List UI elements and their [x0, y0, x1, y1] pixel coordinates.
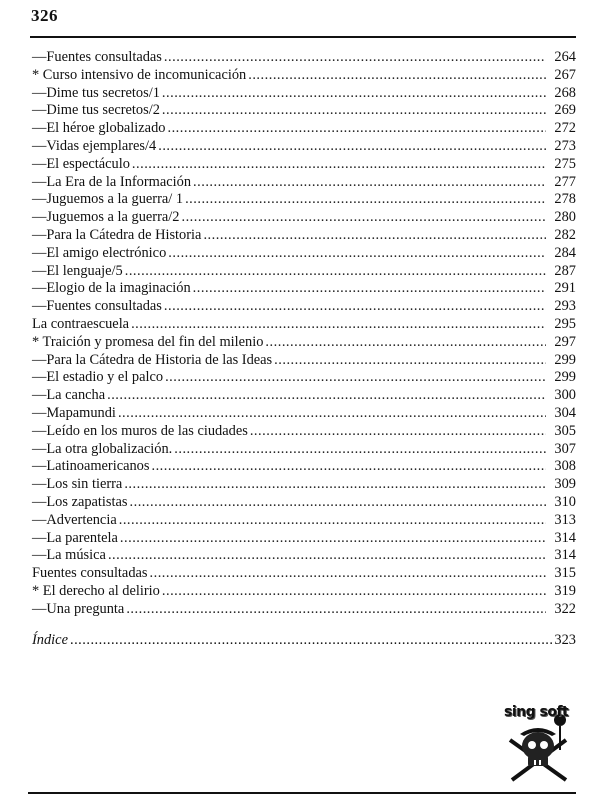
toc-entry-label: —Dime tus secretos/1 [32, 84, 160, 101]
toc-entry[interactable] [32, 102, 576, 120]
dot-leader [164, 49, 546, 67]
toc-entry[interactable] [32, 334, 576, 352]
dot-leader [118, 405, 546, 423]
toc-entry-page: 272 [554, 120, 576, 137]
toc-entry-page: 313 [554, 511, 576, 528]
toc-entry-label: —La Era de la Información [32, 173, 192, 190]
toc-entry-page: 273 [554, 137, 576, 154]
toc-entry-page: 319 [554, 582, 576, 599]
bottom-rule [28, 792, 576, 794]
dot-leader [70, 632, 552, 649]
toc-entry-label: —Fuentes consultadas [32, 49, 162, 65]
dot-leader [151, 458, 546, 476]
dot-leader [130, 494, 546, 512]
top-rule [30, 36, 576, 38]
toc-entry-page: 268 [554, 84, 576, 101]
toc-entry-page: 264 [554, 49, 576, 65]
toc-entry[interactable] [32, 476, 576, 494]
toc-entry-label: —La cancha [32, 387, 106, 404]
dot-leader [132, 156, 546, 174]
toc-entry[interactable] [32, 85, 576, 103]
toc-entry[interactable] [32, 369, 576, 387]
dot-leader [250, 423, 546, 441]
toc-entry-label: —El espectáculo [32, 155, 130, 172]
toc-entry[interactable] [32, 120, 576, 138]
toc-entry[interactable] [32, 405, 576, 423]
logo-text: sing soft [504, 704, 569, 720]
toc-entry[interactable] [32, 316, 576, 334]
index-entry[interactable] [32, 632, 576, 649]
toc-entry[interactable] [32, 209, 576, 227]
publisher-logo [500, 700, 582, 784]
toc-entry-label: —Leído en los muros de las ciudades [32, 422, 248, 439]
dot-leader [162, 85, 546, 103]
toc-entry-page: 315 [554, 565, 576, 582]
toc-entry-label: —Los sin tierra [32, 476, 123, 493]
toc-entry-label: * Curso intensivo de incomunicación [32, 66, 247, 83]
toc-entry-page: 267 [554, 66, 576, 83]
toc-entry[interactable] [32, 191, 576, 209]
toc-entry[interactable] [32, 458, 576, 476]
dot-leader [162, 583, 546, 601]
toc-entry-label: * El derecho al delirio [32, 582, 160, 599]
toc-entry[interactable] [32, 441, 576, 459]
toc-entry[interactable] [32, 547, 576, 565]
toc-entry-label: —El lenguaje/5 [32, 262, 123, 279]
toc-entry-page: 299 [554, 351, 576, 368]
toc-entry-page: 310 [554, 493, 576, 510]
toc-entry-label: —Mapamundi [32, 404, 116, 421]
toc-entry-page: 284 [554, 244, 576, 261]
toc-entry-page: 277 [554, 173, 576, 190]
dot-leader [126, 601, 546, 619]
toc-entry-page: 304 [554, 404, 576, 421]
toc-entry-page: 269 [554, 102, 576, 119]
dot-leader [125, 263, 546, 281]
toc-entry-page: 278 [554, 191, 576, 208]
toc-entry-page: 280 [554, 209, 576, 226]
toc-entry[interactable] [32, 245, 576, 263]
toc-entry[interactable] [32, 565, 576, 583]
toc-entry[interactable] [32, 512, 576, 530]
toc-entry[interactable] [32, 298, 576, 316]
toc-entry-page: 322 [554, 600, 576, 617]
toc-entry-label: —Los zapatistas [32, 493, 128, 510]
toc-entry-page: 300 [554, 387, 576, 404]
dot-leader [108, 547, 546, 565]
toc-entry-page: 314 [554, 529, 576, 546]
toc-entry-label: —La otra globalización. [32, 440, 173, 457]
dot-leader [248, 67, 546, 85]
toc-entry[interactable] [32, 67, 576, 85]
toc-entry-label: —Advertencia [32, 511, 117, 528]
dot-leader [174, 441, 546, 459]
dot-leader [150, 565, 546, 583]
toc-entry-label: Fuentes consultadas [32, 565, 148, 582]
toc-entry-label: La contraescuela [32, 315, 130, 332]
toc-entry-page: 309 [554, 476, 576, 493]
dot-leader [164, 298, 546, 316]
toc-entry[interactable] [32, 138, 576, 156]
toc-entry-page: 295 [554, 315, 576, 332]
toc-entry[interactable] [32, 387, 576, 405]
toc-entry-label: —Una pregunta [32, 600, 125, 617]
toc-entry[interactable] [32, 583, 576, 601]
toc-entry-page: 275 [554, 155, 576, 172]
toc-entry-page: 299 [554, 369, 576, 386]
toc-entry[interactable] [32, 423, 576, 441]
dot-leader [131, 316, 546, 334]
toc-entry-label: —Juguemos a la guerra/2 [32, 209, 180, 226]
dot-leader [193, 280, 546, 298]
toc-entry-page: 297 [554, 333, 576, 350]
dot-leader [185, 191, 546, 209]
toc-entry[interactable] [32, 156, 576, 174]
page-number: 326 [31, 6, 58, 25]
toc-entry[interactable] [32, 352, 576, 370]
toc-entry-label: —Para la Cátedra de Historia de las Ideas [32, 351, 273, 368]
toc-entry-page: 291 [554, 280, 576, 297]
toc-entry-page: 308 [554, 458, 576, 475]
index-page: 323 [554, 632, 576, 648]
toc-entry-label: —El amigo electrónico [32, 244, 167, 261]
toc-entry-page: 293 [554, 298, 576, 315]
toc-entry[interactable] [32, 280, 576, 298]
toc-entry-label: —El estadio y el palco [32, 369, 164, 386]
toc-entry-label: —Juguemos a la guerra/ 1 [32, 191, 184, 208]
toc-entry-label: —Elogio de la imaginación [32, 280, 191, 297]
toc-entry-label: —Vidas ejemplares/4 [32, 137, 157, 154]
toc-entry[interactable] [32, 494, 576, 512]
toc-entry-label: —El héroe globalizado [32, 120, 166, 137]
toc-entry-label: —La música [32, 547, 106, 564]
dot-leader [203, 227, 546, 245]
toc-entry-page: 282 [554, 226, 576, 243]
toc-entry-label: —Latinoamericanos [32, 458, 150, 475]
toc-entry-page: 307 [554, 440, 576, 457]
toc-entry[interactable] [32, 174, 576, 192]
dot-leader [165, 369, 546, 387]
dot-leader [168, 245, 546, 263]
toc-entry-label: —Fuentes consultadas [32, 298, 162, 315]
toc-entry[interactable] [32, 49, 576, 67]
dot-leader [162, 102, 546, 120]
dot-leader [167, 120, 546, 138]
toc-entry-page: 305 [554, 422, 576, 439]
toc-entry-page: 314 [554, 547, 576, 564]
toc-entry-label: * Traición y promesa del fin del milenio [32, 333, 264, 350]
toc-entry[interactable] [32, 601, 576, 619]
toc-entry-label: —Dime tus secretos/2 [32, 102, 160, 119]
dot-leader [124, 476, 546, 494]
toc-entry-page: 287 [554, 262, 576, 279]
toc-entry-label: —Para la Cátedra de Historia [32, 226, 202, 243]
dot-leader [120, 530, 546, 548]
toc-entry[interactable] [32, 263, 576, 281]
dot-leader [181, 209, 546, 227]
dot-leader [265, 334, 546, 352]
dot-leader [193, 174, 546, 192]
toc-entry[interactable] [32, 227, 576, 245]
dot-leader [274, 352, 546, 370]
dot-leader [119, 512, 546, 530]
dot-leader [107, 387, 546, 405]
toc-entry[interactable] [32, 530, 576, 548]
toc-entry-label: —La parentela [32, 529, 118, 546]
dot-leader [158, 138, 546, 156]
index-label: Índice [32, 632, 68, 648]
table-of-contents [32, 49, 576, 619]
